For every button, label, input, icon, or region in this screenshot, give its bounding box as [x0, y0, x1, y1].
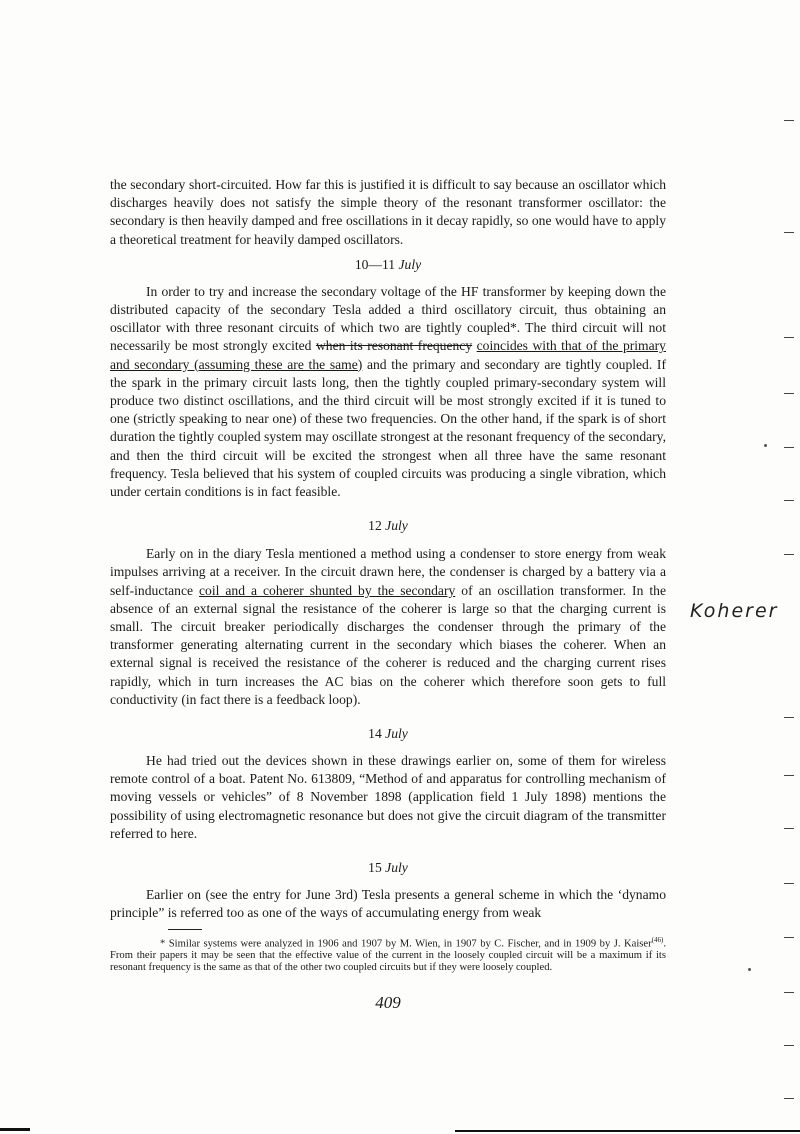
page-content [110, 176, 666, 1013]
scan-mark [784, 937, 794, 938]
intro-paragraph: the secondary short-circuited. How far this is justified it is difficult to say because an oscillator which discharges heavily does not satisfy the simple theory of the resonant transformer oscillator: the secondary is then heavily damped and free oscillations in it decay rapidly, so one would have to apply a theoretical treatment for heavily damped oscillators. [110, 177, 666, 247]
scan-mark [748, 968, 751, 971]
date-month: July [385, 860, 408, 876]
date-day: 10—11 [354, 256, 396, 272]
scan-mark [784, 1098, 794, 1099]
scan-mark [784, 554, 794, 555]
date-heading-12-july [110, 517, 666, 535]
scan-mark [784, 120, 794, 121]
scan-edge-bar [455, 1130, 800, 1132]
footnote-text-2: . From their papers it may be seen that the effective value of the current in the loosely coupled circuit will be a maximum if its resonant frequency is the same as that of the other two coupled circuits but if they were loosely coupled. [110, 938, 666, 974]
para1-text-a: In order to try and increase the secondary voltage of the HF transformer by keeping down the distributed capacity of the secondary Tesla added a third oscillatory circuit, thus obtaining an oscillator with three resonant circuits of which two are tightly coupled*. The third circuit will not necessarily be most strongly excited [110, 283, 666, 354]
paragraph-15-july: Earlier on (see the entry for June 3rd) Tesla presents a general scheme in which the ‘dynamo principle” is referred too as one of the ways of accumulating energy from weak [110, 887, 666, 921]
date-heading-10-11-july [110, 256, 666, 274]
date-heading-15-july [110, 859, 666, 877]
date-day: 12 [368, 518, 382, 534]
para1-text-d: and the primary and secondary are tightly coupled. If the spark in the primary circuit lasts long, then the tightly coupled primary-secondary system will produce two distinct oscillations, and the third circuit will be most strongly excited if it is tuned to one (strictly speaking to near one) of these two frequencies. On the other hand, if the spark is of short duration the tightly coupled system may oscillate strongest at the resonant frequency of the secondary, and then the third circuit will be excited the strongest when all three have the same resonant frequency. Tesla believed that his system of coupled circuits was producing a single vibration, which under certain conditions is in fact feasible. [110, 356, 666, 500]
scan-mark [784, 232, 794, 233]
footnote-reference: (46) [651, 935, 664, 944]
scan-mark [784, 500, 794, 501]
scan-mark [764, 444, 767, 447]
para1-strikethrough-text: when its resonant frequency [315, 338, 473, 354]
scan-mark [784, 447, 794, 448]
para2-text-a: Early on in the diary Tesla mentioned a method using a condenser to store energy from weak impulses arriving at a receiver. In the circuit drawn here, the condenser is charged by a battery via a self-inductance [110, 546, 666, 598]
scan-mark [784, 775, 794, 776]
scan-mark [784, 883, 794, 884]
paragraph-14-july: He had tried out the devices shown in these drawings earlier on, some of them for wireless remote control of a boat. Patent No. 613809, “Method of and apparatus for controlling mechanism of moving vessels or vehicles” of 8 November 1898 (application field 1 July 1898) mentions the possibility of using electromagnetic resonance but does not give the circuit diagram of the transmitter referred to here. [110, 753, 666, 841]
footnote-divider [168, 929, 202, 930]
para2-underlined-text: coil and a coherer shunted by the secondary [199, 582, 456, 598]
footnote-text-1: * Similar systems were analyzed in 1906 and 1907 by M. Wien, in 1907 by C. Fischer, and in 1909 by J. Kaiser [160, 938, 652, 950]
date-month: July [385, 726, 408, 742]
scan-mark [784, 828, 794, 829]
page-number: 409 [375, 992, 401, 1012]
scan-mark [784, 717, 794, 718]
date-heading-14-july [110, 725, 666, 743]
scan-edge-bar [0, 1128, 30, 1131]
para1-underlined-text: coincides with that of the primary and secondary (assuming these are the same) [110, 338, 666, 372]
scan-mark [784, 393, 794, 394]
date-day: 14 [368, 726, 382, 742]
para2-text-c: of an oscillation transformer. In the absence of an external signal the resistance of the coherer is large so that the charging current is small. The circuit breaker periodically discharges the condenser through the primary of the transformer generating alternating current in the secondary which biases the coherer. When an external signal is received the resistance of the coherer is reduced and the charging current rises rapidly, which in turn increases the AC bias on the coherer which therefore soon gets to full conductivity (in fact there is a feedback loop). [110, 582, 666, 707]
scan-mark [784, 337, 794, 338]
date-month: July [385, 518, 408, 534]
footnote [110, 934, 666, 975]
paragraph-10-11-july [110, 283, 666, 501]
date-day: 15 [368, 860, 382, 876]
scan-mark [784, 992, 794, 993]
scan-mark [784, 1045, 794, 1046]
paragraph-12-july [110, 545, 666, 709]
handwritten-margin-note: Koherer [690, 600, 779, 622]
date-month: July [398, 256, 422, 272]
